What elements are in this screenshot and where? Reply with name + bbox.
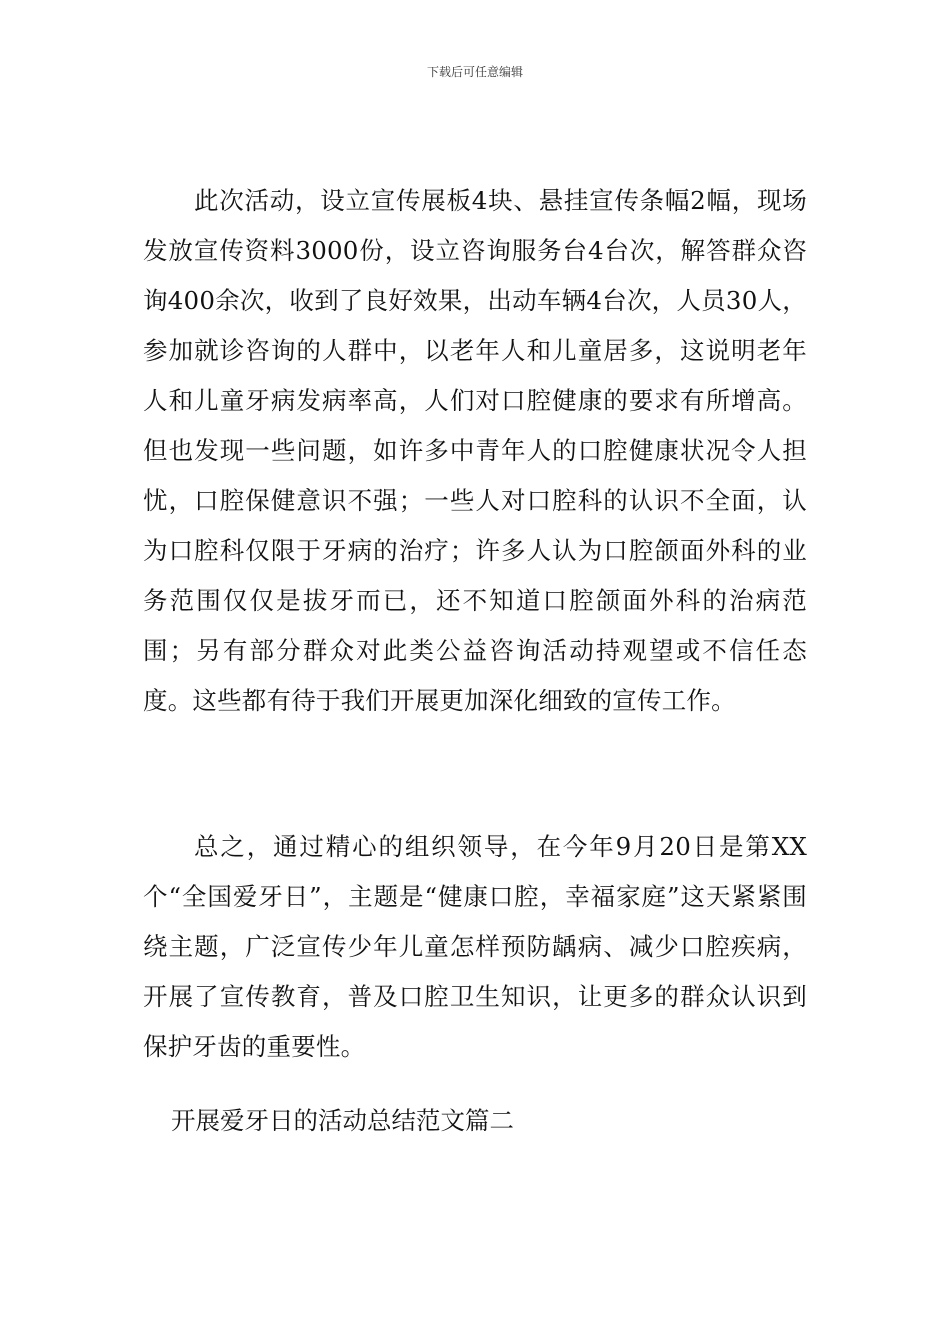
body-paragraph-2: 总之，通过精心的组织领导，在今年9月20日是第XX个“全国爱牙日”，主题是“健康口腔，幸福家庭”这天紧紧围绕主题，广泛宣传少年儿童怎样预防龋病、减少口腔疾病，开展了宣传教育，普及口腔卫生知识，让更多的群众认识到保护牙齿的重要性。 (143, 832, 807, 1061)
section-title: 开展爱牙日的活动总结范文篇二 (171, 1106, 514, 1135)
body-paragraph-1: 此次活动，设立宣传展板4块、悬挂宣传条幅2幅，现场发放宣传资料3000份，设立咨询服务台4台次，解答群众咨询400余次，收到了良好效果，出动车辆4台次，人员30人，参加就诊咨询的人群中，以老年人和儿童居多，这说明老年人和儿童牙病发病率高，人们对口腔健康的要求有所增高。但也发现一些问题，如许多中青年人的口腔健康状况令人担忧，口腔保健意识不强；一些人对口腔科的认识不全面，认为口腔科仅限于牙病的治疗；许多人认为口腔颌面外科的业务范围仅仅是拔牙而已，还不知道口腔颌面外科的治病范围；另有部分群众对此类公益咨询活动持观望或不信任态度。这些都有待于我们开展更加深化细致的宣传工作。 (143, 186, 807, 715)
page-header: 下载后可任意编辑 (426, 65, 523, 79)
